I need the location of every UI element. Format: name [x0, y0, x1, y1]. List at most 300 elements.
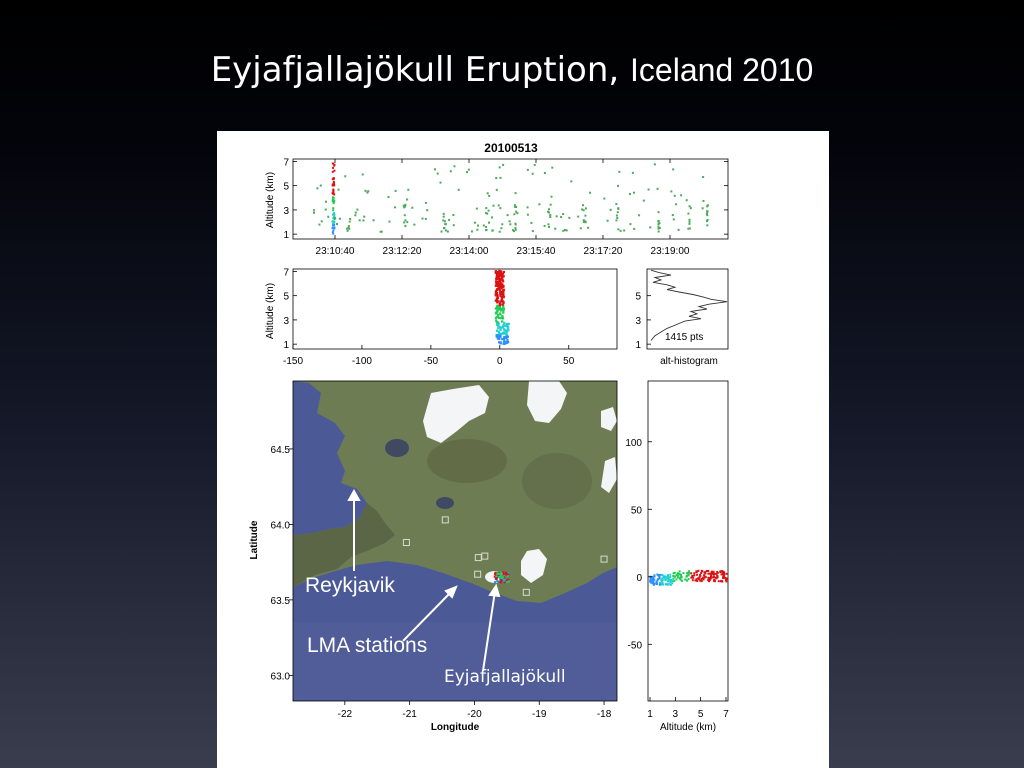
lightning-point: [690, 207, 692, 209]
lightning-point: [658, 222, 660, 224]
xtick-label: 0: [497, 356, 503, 367]
lightning-point: [618, 171, 620, 173]
lightning-point: [689, 205, 691, 207]
lightning-point: [471, 230, 473, 232]
lightning-point: [675, 203, 677, 205]
xtick-label: -100: [351, 356, 372, 367]
lightning-point: [549, 216, 551, 218]
lightning-point: [549, 214, 551, 216]
xtick-label: 23:10:40: [315, 246, 355, 257]
map-ylabel: Latitude: [249, 520, 260, 560]
lightning-point: [690, 577, 692, 579]
lightning-point: [669, 576, 671, 578]
lightning-point: [501, 223, 503, 225]
lightning-point: [365, 190, 367, 192]
altitude-y-xlabel: Altitude (km): [659, 722, 717, 733]
lightning-point: [332, 221, 334, 223]
altitude-histogram-panel: [635, 269, 728, 367]
ytick-label: 5: [283, 181, 289, 193]
lightning-point: [684, 579, 686, 581]
lightning-point: [653, 584, 655, 586]
lightning-point: [498, 576, 500, 578]
lightning-point: [672, 168, 674, 170]
lightning-point: [715, 573, 717, 575]
lightning-point: [499, 313, 501, 315]
lightning-point: [530, 222, 532, 224]
lightning-point: [673, 218, 675, 220]
lightning-point: [615, 219, 617, 221]
lightning-point: [690, 572, 692, 574]
lightning-point: [633, 228, 635, 230]
xtick-label: 7: [723, 709, 729, 720]
lightning-point: [686, 199, 688, 201]
lightning-point: [497, 580, 499, 582]
lightning-point: [667, 574, 669, 576]
lightning-point: [538, 203, 540, 205]
lightning-point: [501, 298, 503, 300]
lightning-point: [679, 570, 681, 572]
lightning-point: [404, 225, 406, 227]
xtick-label: 1: [647, 709, 653, 720]
lightning-point: [669, 574, 671, 576]
xtick-label: -19: [532, 709, 547, 720]
lightning-point: [582, 204, 584, 206]
reykjavik-label: Reykjavik: [305, 574, 395, 597]
lightning-point: [673, 580, 675, 582]
lightning-point: [497, 281, 499, 283]
lightning-point: [699, 574, 701, 576]
lightning-point: [707, 219, 709, 221]
lightning-point: [443, 227, 445, 229]
lightning-point: [660, 574, 662, 576]
lightning-point: [620, 230, 622, 232]
lightning-point: [689, 221, 691, 223]
lightning-point: [527, 214, 529, 216]
lightning-point: [650, 581, 652, 583]
lightning-point: [548, 212, 550, 214]
lightning-point: [395, 190, 397, 192]
lightning-point: [320, 185, 322, 187]
lightning-point: [404, 214, 406, 216]
ytick-label: 1: [635, 340, 641, 352]
lightning-point: [501, 579, 503, 581]
x-altitude-panel: [265, 267, 617, 367]
lightning-point: [548, 223, 550, 225]
lightning-point: [500, 317, 502, 319]
lightning-point: [617, 211, 619, 213]
lightning-point: [495, 294, 497, 296]
lightning-point: [500, 270, 502, 272]
x-altitude-ylabel: Altitude (km): [265, 282, 276, 340]
lightning-point: [702, 176, 704, 178]
lightning-point: [495, 578, 497, 580]
lightning-point: [702, 200, 704, 202]
lightning-point: [443, 213, 445, 215]
lightning-point: [485, 207, 487, 209]
lightning-point: [722, 574, 724, 576]
lightning-point: [496, 189, 498, 191]
lightning-point: [502, 296, 504, 298]
lightning-point: [687, 228, 689, 230]
xtick-label: 5: [697, 709, 704, 720]
lightning-point: [515, 206, 517, 208]
lightning-point: [550, 204, 552, 206]
x-altitude-frame: [293, 269, 617, 349]
lightning-point: [468, 169, 470, 171]
lightning-point: [704, 572, 706, 574]
lightning-point: [499, 207, 501, 209]
slide-title: [0, 48, 1024, 92]
lightning-point: [502, 311, 504, 313]
lightning-point: [332, 171, 334, 173]
lightning-point: [696, 571, 698, 573]
lightning-point: [313, 212, 315, 214]
lightning-point: [333, 193, 335, 195]
lightning-point: [501, 278, 503, 280]
lightning-point: [500, 575, 502, 577]
lightning-point: [332, 230, 334, 232]
lightning-point: [333, 178, 335, 180]
lightning-point: [476, 208, 478, 210]
lightning-point: [505, 337, 507, 339]
xtick-label: 23:17:20: [583, 246, 623, 257]
lightning-point: [362, 173, 364, 175]
lightning-point: [458, 189, 460, 191]
lightning-point: [501, 573, 503, 575]
lightning-point: [332, 196, 334, 198]
lightning-point: [657, 220, 659, 222]
time-altitude-frame: [293, 159, 728, 239]
lightning-point: [338, 189, 340, 191]
lightning-point: [406, 221, 408, 223]
lightning-point: [661, 581, 663, 583]
ytick-label: 64.5: [270, 444, 290, 456]
lightning-point: [381, 231, 383, 233]
lightning-point: [662, 584, 664, 586]
lightning-point: [584, 215, 586, 217]
lightning-point: [348, 228, 350, 230]
lightning-point: [359, 219, 361, 221]
lightning-point: [492, 229, 494, 231]
lightning-point: [332, 227, 334, 229]
lightning-point: [674, 572, 676, 574]
lightning-point: [708, 577, 710, 579]
lightning-point: [681, 576, 683, 578]
lightning-point: [505, 333, 507, 335]
lightning-point: [495, 280, 497, 282]
lightning-point: [483, 224, 485, 226]
lightning-point: [411, 207, 413, 209]
title-text-location: Iceland 2010: [630, 52, 814, 88]
lightning-point: [403, 206, 405, 208]
lightning-point: [679, 577, 681, 579]
lightning-point: [497, 572, 499, 574]
points-count-label: 1415 pts: [665, 332, 704, 343]
lightning-point: [500, 227, 502, 229]
lightning-point: [499, 231, 501, 233]
lightning-point: [498, 204, 500, 206]
lightning-point: [717, 572, 719, 574]
lightning-point: [362, 219, 364, 221]
lightning-point: [333, 213, 335, 215]
lightning-point: [344, 175, 346, 177]
lightning-point: [448, 219, 450, 221]
lightning-point: [650, 577, 652, 579]
lightning-point: [507, 575, 509, 577]
lightning-point: [363, 216, 365, 218]
lightning-point: [674, 195, 676, 197]
lightning-point: [629, 223, 631, 225]
lightning-point: [502, 324, 504, 326]
lightning-point: [696, 574, 698, 576]
lightning-point: [443, 216, 445, 218]
lightning-point: [394, 206, 396, 208]
lightning-point: [507, 214, 509, 216]
lightning-point: [366, 192, 368, 194]
lightning-point: [702, 577, 704, 579]
lightning-point: [556, 215, 558, 217]
lightning-point: [675, 578, 677, 580]
lightning-point: [332, 163, 334, 165]
lightning-point: [695, 578, 697, 580]
lightning-point: [500, 342, 502, 344]
lightning-point: [444, 223, 446, 225]
lightning-point: [656, 582, 658, 584]
lightning-point: [496, 299, 498, 301]
lightning-point: [507, 326, 509, 328]
lightning-point: [437, 173, 439, 175]
lightning-point: [498, 279, 500, 281]
lightning-point: [562, 213, 564, 215]
map-highland: [427, 439, 507, 483]
lightning-point: [714, 580, 716, 582]
lightning-point: [503, 322, 505, 324]
map-highland: [522, 453, 592, 509]
lightning-point: [332, 207, 334, 209]
lightning-point: [508, 581, 510, 583]
xtick-label: 23:14:00: [449, 246, 489, 257]
lightning-point: [485, 229, 487, 231]
lightning-point: [657, 188, 659, 190]
ytick-label: 100: [625, 437, 642, 449]
lightning-point: [339, 218, 341, 220]
lightning-point: [554, 228, 556, 230]
lightning-point: [495, 270, 497, 272]
lightning-point: [583, 209, 585, 211]
lightning-point: [616, 217, 618, 219]
lightning-point: [453, 224, 455, 226]
lightning-point: [659, 577, 661, 579]
lightning-point: [499, 304, 501, 306]
lightning-point: [354, 214, 356, 216]
lightning-point: [325, 209, 327, 211]
lightning-point: [441, 231, 443, 233]
lightning-point: [497, 324, 499, 326]
lightning-point: [327, 216, 329, 218]
lightning-point: [507, 328, 509, 330]
lightning-point: [332, 209, 334, 211]
lightning-point: [503, 338, 505, 340]
lightning-point: [325, 201, 327, 203]
lightning-point: [711, 573, 713, 575]
lightning-point: [685, 576, 687, 578]
lightning-point: [633, 192, 635, 194]
lightning-point: [333, 227, 335, 229]
lightning-point: [491, 216, 493, 218]
xtick-label: -18: [596, 709, 612, 720]
lightning-point: [584, 220, 586, 222]
ytick-label: 63.0: [270, 671, 290, 683]
lightning-point: [723, 571, 725, 573]
ytick-label: 3: [283, 315, 289, 327]
lightning-point: [512, 229, 514, 231]
lightning-point: [494, 581, 496, 583]
lightning-point: [548, 226, 550, 228]
xtick-label: -20: [467, 709, 482, 720]
lightning-point: [495, 177, 497, 179]
lightning-point: [316, 187, 318, 189]
lightning-point: [653, 579, 655, 581]
lightning-point: [502, 164, 504, 166]
title-text: Eyjafjallajökull Eruption,: [210, 50, 620, 90]
lightning-point: [466, 171, 468, 173]
lightning-point: [532, 230, 534, 232]
lightning-point: [725, 580, 727, 582]
ytick-label: 50: [630, 505, 642, 517]
lightning-point: [686, 572, 688, 574]
lightning-point: [666, 577, 668, 579]
lightning-point: [532, 173, 534, 175]
lightning-point: [313, 209, 315, 211]
lightning-point: [722, 577, 724, 579]
lightning-point: [452, 214, 454, 216]
lightning-point: [332, 167, 334, 169]
lightning-point: [706, 214, 708, 216]
lightning-point: [707, 579, 709, 581]
lightning-point: [496, 307, 498, 309]
lightning-point: [707, 570, 709, 572]
lightning-point: [617, 185, 619, 187]
lightning-point: [499, 177, 501, 179]
lightning-point: [501, 284, 503, 286]
lightning-point: [632, 172, 634, 174]
lightning-point: [696, 580, 698, 582]
lightning-point: [373, 219, 375, 221]
lightning-point: [488, 195, 490, 197]
time-altitude-ylabel: Altitude (km): [265, 171, 276, 229]
lightning-point: [499, 329, 501, 331]
lightning-point: [505, 323, 507, 325]
lightning-point: [509, 223, 511, 225]
xtick-label: 23:12:20: [382, 246, 422, 257]
lightning-point: [692, 579, 694, 581]
lightning-point: [649, 226, 651, 228]
lightning-point: [503, 289, 505, 291]
lightning-point: [658, 574, 660, 576]
lightning-point: [495, 290, 497, 292]
lightning-point: [658, 230, 660, 232]
altitude-y-frame: [648, 381, 728, 701]
lightning-point: [544, 172, 546, 174]
lightning-point: [497, 338, 499, 340]
lightning-point: [434, 168, 436, 170]
lightning-point: [659, 582, 661, 584]
lightning-point: [501, 320, 503, 322]
lightning-point: [332, 190, 334, 192]
lightning-point: [680, 574, 682, 576]
lightning-point: [580, 227, 582, 229]
lightning-point: [623, 229, 625, 231]
lightning-point: [514, 223, 516, 225]
lightning-point: [654, 163, 656, 165]
lightning-point: [502, 280, 504, 282]
xtick-label: 23:15:40: [516, 246, 556, 257]
lightning-point: [499, 295, 501, 297]
lightning-point: [668, 579, 670, 581]
lightning-point: [488, 222, 490, 224]
lightning-point: [603, 198, 605, 200]
lightning-point: [506, 341, 508, 343]
lightning-point: [442, 219, 444, 221]
lightning-point: [502, 302, 504, 304]
lightning-point: [548, 208, 550, 210]
lightning-point: [333, 199, 335, 201]
lightning-point: [587, 227, 589, 229]
lightning-point: [505, 325, 507, 327]
ytick-label: -50: [627, 640, 642, 652]
lightning-point: [496, 330, 498, 332]
lightning-point: [670, 581, 672, 583]
lightning-point: [658, 211, 660, 213]
lightning-point: [706, 205, 708, 207]
lightning-point: [585, 207, 587, 209]
lightning-point: [693, 574, 695, 576]
lightning-point: [568, 217, 570, 219]
lightning-point: [349, 221, 351, 223]
ytick-label: 63.5: [270, 595, 290, 607]
xtick-label: 50: [563, 356, 575, 367]
lightning-point: [503, 340, 505, 342]
lightning-point: [494, 573, 496, 575]
lightning-point: [551, 167, 553, 169]
lightning-point: [677, 576, 679, 578]
lightning-point: [570, 180, 572, 182]
lightning-point: [725, 573, 727, 575]
volcano-label: Eyjafjallajökull: [444, 667, 566, 687]
lightning-point: [678, 573, 680, 575]
lightning-point: [515, 229, 517, 231]
lightning-point: [499, 275, 501, 277]
lightning-point: [318, 224, 320, 226]
lightning-point: [495, 285, 497, 287]
lightning-point: [440, 182, 442, 184]
lightning-point: [515, 192, 517, 194]
lightning-point: [508, 572, 510, 574]
lightning-point: [500, 309, 502, 311]
xtick-label: 3: [672, 709, 679, 720]
figure-date: 20100513: [484, 141, 538, 155]
lightning-point: [688, 578, 690, 580]
lightning-point: [346, 228, 348, 230]
lightning-point: [721, 580, 723, 582]
xtick-label: -150: [282, 356, 304, 367]
lightning-point: [705, 576, 707, 578]
lightning-point: [693, 572, 695, 574]
map-lake: [436, 497, 454, 509]
lightning-point: [502, 332, 504, 334]
lightning-point: [672, 214, 674, 216]
lightning-point: [498, 286, 500, 288]
